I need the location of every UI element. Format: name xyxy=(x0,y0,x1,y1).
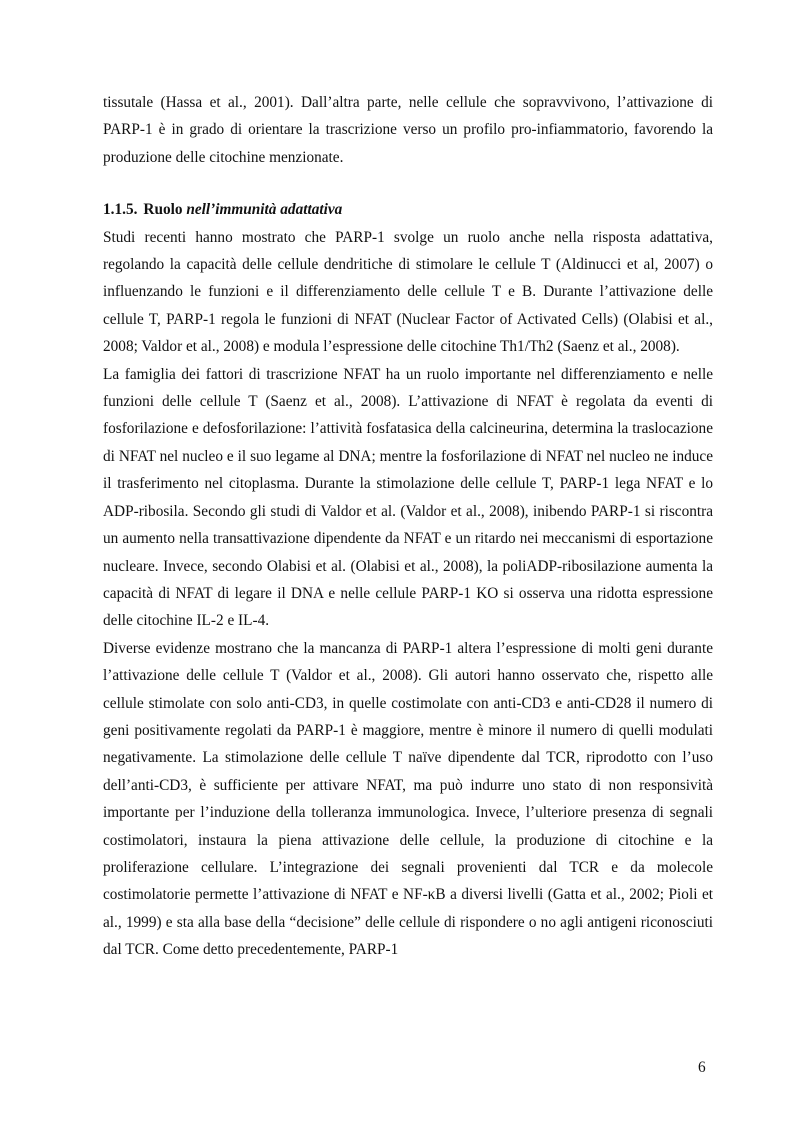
section-title-italic: nell’immunità adattativa xyxy=(186,201,343,219)
document-page xyxy=(103,89,713,964)
section-title-plain: Ruolo xyxy=(143,201,187,219)
body-paragraph: Studi recenti hanno mostrato che PARP-1 svolge un ruolo anche nella risposta adattativa, regolando la capacità delle cellule dendritiche di stimolare le cellule T (Aldinucci et al, 2007) o influenzando le funzioni e il differenziamento delle cellule T e B. Durante l’attivazione delle cellule T, PARP-1 regola le funzioni di NFAT (Nuclear Factor of Activated Cells) (Olabisi et al., 2008; Valdor et al., 2008) e modula l’espressione delle citochine Th1/Th2 (Saenz et al., 2008). xyxy=(103,228,713,356)
section-heading xyxy=(103,196,713,223)
page-number: 6 xyxy=(698,1059,706,1076)
section-number: 1.1.5. xyxy=(103,201,138,219)
intro-paragraph: tissutale (Hassa et al., 2001). Dall’altra parte, nelle cellule che sopravvivono, l’attivazione di PARP-1 è in grado di orientare la trascrizione verso un profilo pro-infiammatorio, favorendo la produzione delle citochine menzionate. xyxy=(103,94,713,166)
body-paragraph: Diverse evidenze mostrano che la mancanza di PARP-1 altera l’espressione di molti geni durante l’attivazione delle cellule T (Valdor et al., 2008). Gli autori hanno osservato che, rispetto alle cellule stimolate con solo anti-CD3, in quelle costimolate con anti-CD3 e anti-CD28 il numero di geni positivamente regolati da PARP-1 è maggiore, mentre è minore il numero di quelli modulati negativamente. La stimolazione delle cellule T naïve dipendente dal TCR, riprodotto con l’uso dell’anti-CD3, è sufficiente per attivare NFAT, ma può indurre uno stato di non responsività importante per l’induzione della tolleranza immunologica. Invece, l’ulteriore presenza di segnali costimolatori, instaura la piena attivazione delle cellule, la produzione di citochine e la proliferazione cellulare. L’integrazione dei segnali provenienti dal TCR e da molecole costimolatorie permette l’attivazione di NFAT e NF-κB a diversi livelli (Gatta et al., 2002; Pioli et al., 1999) e sta alla base della “decisione” delle cellule di rispondere o no agli antigeni riconosciuti dal TCR. Come detto precedentemente, PARP-1 xyxy=(103,639,713,959)
body-paragraph: La famiglia dei fattori di trascrizione NFAT ha un ruolo importante nel differenziamento e nelle funzioni delle cellule T (Saenz et al., 2008). L’attivazione di NFAT è regolata da eventi di fosforilazione e defosforilazione: l’attività fosfatasica della calcineurina, determina la traslocazione di NFAT nel nucleo e il suo legame al DNA; mentre la fosforilazione di NFAT nel nucleo ne induce il trasferimento nel citoplasma. Durante la stimolazione delle cellule T, PARP-1 lega NFAT e lo ADP-ribosila. Secondo gli studi di Valdor et al. (Valdor et al., 2008), inibendo PARP-1 si riscontra un aumento nella transattivazione dipendente da NFAT e un ritardo nei meccanismi di esportazione nucleare. Invece, secondo Olabisi et al. (Olabisi et al., 2008), la poliADP-ribosilazione aumenta la capacità di NFAT di legare il DNA e nelle cellule PARP-1 KO si osserva una ridotta espressione delle citochine IL-2 e IL-4. xyxy=(103,365,713,630)
